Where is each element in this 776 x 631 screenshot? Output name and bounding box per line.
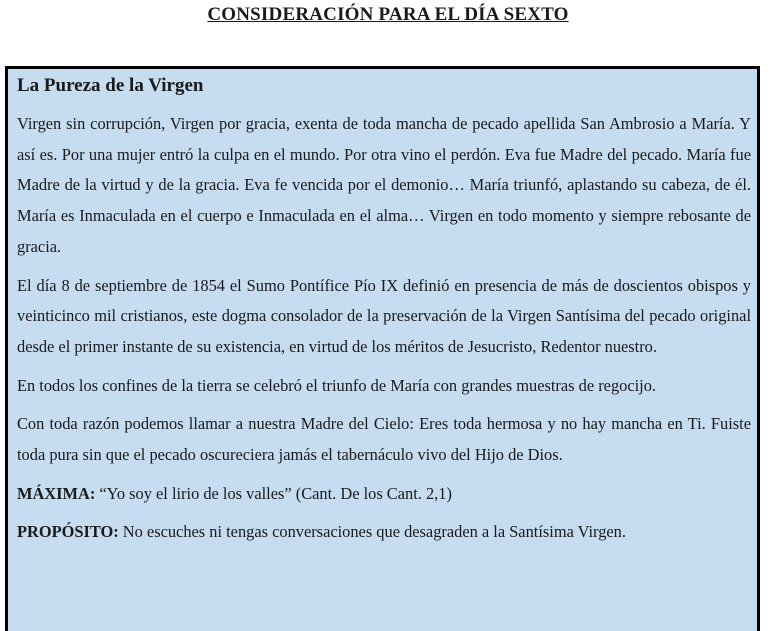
paragraph-3: En todos los confines de la tierra se celebró el triunfo de María con grandes muestras de regocijo. [17, 375, 657, 395]
maxima-label: MÁXIMA: [17, 483, 96, 503]
paragraph-1: Virgen sin corrupción, Virgen por gracia, exenta de toda mancha de pecado apellida San Ambrosio a María. Y así es. Por una mujer entró la culpa en el mundo. Por otra vino el perdón. Eva fue Madre del pecado. María fue Madre de la virtud y de la gracia. Eva fe vencida por el demonio… María triunfó, aplastando su cabeza, de él. María es Inmaculada en el cuerpo e Inmaculada en el alma… Virgen en todo momento y siempre rebosante de gracia. [17, 114, 751, 256]
maxima-text: “Yo soy el lirio de los valles” (Cant. De los Cant. 2,1) [95, 483, 452, 503]
section-heading: La Pureza de la Virgen [17, 75, 204, 96]
content-panel [5, 66, 760, 631]
page-title: CONSIDERACIÓN PARA EL DÍA SEXTO [207, 4, 569, 25]
paragraph-4: Con toda razón podemos llamar a nuestra Madre del Cielo: Eres toda hermosa y no hay mancha en Ti. Fuiste toda pura sin que el pecado oscureciera jamás el tabernáculo vivo del Hijo de Dios. [17, 414, 751, 465]
proposito-text: No escuches ni tengas conversaciones que desagraden a la Santísima Virgen. [118, 522, 626, 542]
proposito-label: PROPÓSITO: [17, 522, 119, 542]
proposito-paragraph [17, 517, 751, 548]
maxima-paragraph [17, 479, 751, 510]
paragraph-2: El día 8 de septiembre de 1854 el Sumo Pontífice Pío IX definió en presencia de más de doscientos obispos y veinticinco mil cristianos, este dogma consolador de la preservación de la Virgen Santísima del pecado original desde el primer instante de su existencia, en virtud de los méritos de Jesucristo, Redentor nuestro. [17, 275, 751, 356]
